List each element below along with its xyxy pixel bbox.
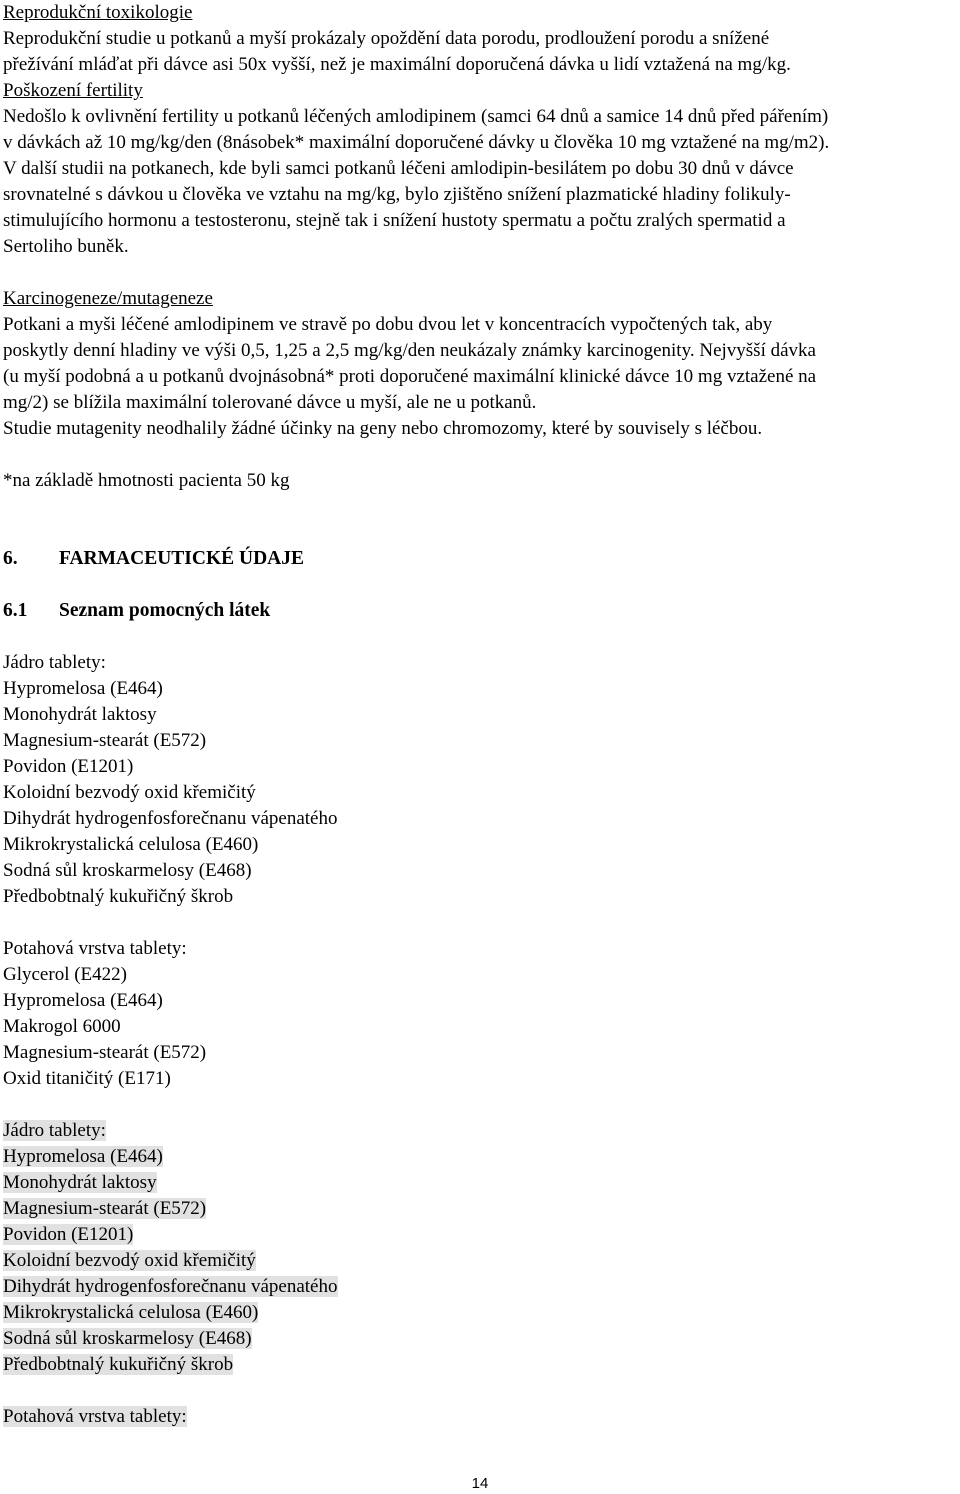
list-item: Mikrokrystalická celulosa (E460) — [3, 834, 259, 855]
list-item: Hypromelosa (E464) — [3, 990, 163, 1011]
carcinogenesis-section — [3, 286, 953, 442]
list-item: Povidon (E1201) — [3, 756, 134, 777]
paragraph-line: Reprodukční studie u potkanů a myší prokázaly opoždění data porodu, prodloužení porodu a snížené — [3, 28, 770, 49]
section-title: Seznam pomocných látek — [59, 600, 271, 621]
fertility-heading: Poškození fertility — [3, 80, 143, 101]
paragraph-line: mg/2) se blížila maximální tolerované dávce u myší, ale ne u potkanů. — [3, 392, 537, 413]
paragraph-line: v dávkách až 10 mg/kg/den (8násobek* maximální doporučené dávky u člověka 10 mg vztažené na mg/m2). — [3, 132, 830, 153]
fertility-section — [3, 78, 953, 260]
list-item: Hypromelosa (E464) — [3, 678, 163, 699]
carcinogenesis-heading: Karcinogeneze/mutageneze — [3, 288, 213, 309]
section-6-1-heading — [3, 598, 953, 624]
spacer — [3, 572, 953, 598]
paragraph-line: stimulujícího hormonu a testosteronu, stejně tak i snížení hustoty spermatu a počtu zralých spermatid a — [3, 210, 786, 231]
spacer — [3, 442, 953, 468]
section-number: 6. — [3, 548, 18, 569]
coating-highlighted-title: Potahová vrstva tablety: — [3, 1406, 187, 1427]
spacer — [3, 520, 953, 546]
list-item: Monohydrát laktosy — [3, 1172, 157, 1193]
list-item: Koloidní bezvodý oxid křemičitý — [3, 1250, 256, 1271]
list-item: Hypromelosa (E464) — [3, 1146, 163, 1167]
page-number: 14 — [471, 1475, 489, 1492]
spacer — [3, 1092, 953, 1118]
section-title: FARMACEUTICKÉ ÚDAJE — [59, 548, 305, 569]
list-item: Magnesium-stearát (E572) — [3, 1198, 207, 1219]
list-item: Monohydrát laktosy — [3, 704, 157, 725]
spacer — [3, 1378, 953, 1404]
list-item: Sodná sůl kroskarmelosy (E468) — [3, 860, 252, 881]
core-excipients-list — [3, 650, 953, 910]
list-item: Oxid titaničitý (E171) — [3, 1068, 171, 1089]
spacer — [3, 624, 953, 650]
list-title: Potahová vrstva tablety: — [3, 938, 187, 959]
paragraph-line: Studie mutagenity neodhalily žádné účinky na geny nebo chromozomy, které by souvisely s léčbou. — [3, 418, 763, 439]
footnote: *na základě hmotnosti pacienta 50 kg — [3, 470, 290, 491]
document-page — [3, 0, 953, 1430]
list-item: Magnesium-stearát (E572) — [3, 1042, 207, 1063]
paragraph-line: přežívání mláďat při dávce asi 50x vyšší, než je maximální doporučená dávka u lidí vztažená na mg/kg. — [3, 54, 791, 75]
paragraph-line: V další studii na potkanech, kde byli samci potkanů léčeni amlodipin-besilátem po dobu 30 dnů v dávce — [3, 158, 794, 179]
section-number: 6.1 — [3, 600, 28, 621]
list-item: Makrogol 6000 — [3, 1016, 121, 1037]
list-item: Povidon (E1201) — [3, 1224, 134, 1245]
core-excipients-highlighted-list — [3, 1118, 953, 1378]
list-item: Magnesium-stearát (E572) — [3, 730, 207, 751]
list-item: Předbobtnalý kukuřičný škrob — [3, 886, 234, 907]
reproductive-toxicology-heading: Reprodukční toxikologie — [3, 2, 193, 23]
reproductive-toxicology-section — [3, 0, 953, 78]
spacer — [3, 494, 953, 520]
spacer — [3, 910, 953, 936]
list-item: Koloidní bezvodý oxid křemičitý — [3, 782, 256, 803]
section-6-heading — [3, 546, 953, 572]
paragraph-line: (u myší podobná a u potkanů dvojnásobná* proti doporučené maximální klinické dávce 10 mg vztažené na — [3, 366, 817, 387]
list-title: Jádro tablety: — [3, 1120, 106, 1141]
list-item: Mikrokrystalická celulosa (E460) — [3, 1302, 259, 1323]
paragraph-line: poskytly denní hladiny ve výši 0,5, 1,25 a 2,5 mg/kg/den neukázaly známky karcinogenity. Nejvyšší dávka — [3, 340, 816, 361]
paragraph-line: srovnatelné s dávkou u člověka ve vztahu na mg/kg, bylo zjištěno snížení plazmatické hladiny folikuly- — [3, 184, 791, 205]
list-item: Dihydrát hydrogenfosforečnanu vápenatého — [3, 1276, 338, 1297]
paragraph-line: Sertoliho buněk. — [3, 236, 129, 257]
coating-excipients-list — [3, 936, 953, 1092]
paragraph-line: Potkani a myši léčené amlodipinem ve stravě po dobu dvou let v koncentracích vypočtených tak, aby — [3, 314, 773, 335]
list-item: Dihydrát hydrogenfosforečnanu vápenatého — [3, 808, 338, 829]
list-item: Sodná sůl kroskarmelosy (E468) — [3, 1328, 252, 1349]
list-title: Jádro tablety: — [3, 652, 106, 673]
spacer — [3, 260, 953, 286]
list-item: Glycerol (E422) — [3, 964, 127, 985]
paragraph-line: Nedošlo k ovlivnění fertility u potkanů léčených amlodipinem (samci 64 dnů a samice 14 dnů před pářením) — [3, 106, 829, 127]
list-item: Předbobtnalý kukuřičný škrob — [3, 1354, 234, 1375]
